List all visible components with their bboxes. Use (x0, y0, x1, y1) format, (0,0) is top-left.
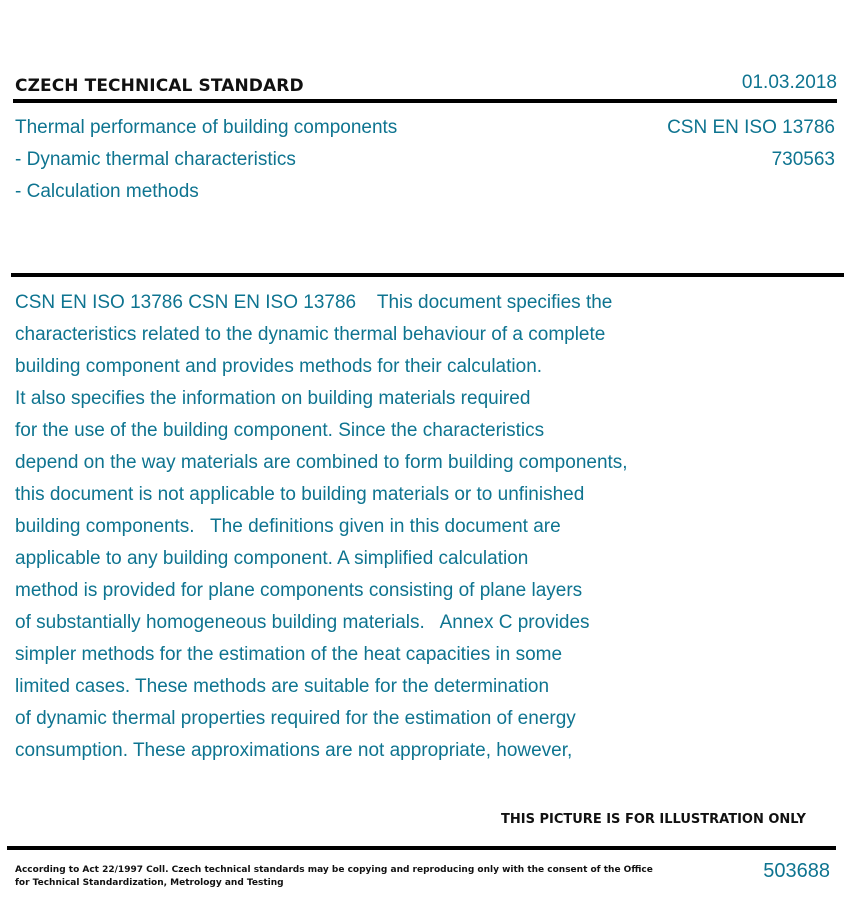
abstract-line: building components. The definitions given in this document are (15, 516, 561, 537)
abstract-line: CSN EN ISO 13786 CSN EN ISO 13786 This document specifies the (15, 292, 613, 313)
legal-notice (15, 864, 653, 890)
standard-number: CSN EN ISO 13786 (667, 117, 835, 138)
legal-notice-line-2: for Technical Standardization, Metrology and Testing (15, 878, 284, 888)
abstract-line: limited cases. These methods are suitable for the determination (15, 676, 550, 697)
abstract-line: for the use of the building component. Since the characteristics (15, 420, 545, 441)
legal-notice-line-1: According to Act 22/1997 Coll. Czech technical standards may be copying and reproducing only with the consent of the Office (15, 865, 653, 875)
abstract-line: depend on the way materials are combined to form building components, (15, 452, 628, 473)
abstract-line: of substantially homogeneous building materials. Annex C provides (15, 612, 590, 633)
abstract-line: applicable to any building component. A simplified calculation (15, 548, 529, 569)
document-id: 503688 (763, 860, 830, 882)
abstract-line: method is provided for plane components consisting of plane layers (15, 580, 583, 601)
footer-divider (7, 846, 836, 850)
abstract-line: consumption. These approximations are not appropriate, however, (15, 740, 573, 761)
classification-number: 730563 (771, 149, 835, 170)
title-divider (11, 273, 844, 277)
title-line-2: - Dynamic thermal characteristics (15, 149, 296, 170)
abstract-line: characteristics related to the dynamic thermal behaviour of a complete (15, 324, 606, 345)
abstract-line: simpler methods for the estimation of the heat capacities in some (15, 644, 563, 665)
abstract-text (15, 287, 735, 767)
publication-date: 01.03.2018 (741, 72, 837, 93)
abstract-line: It also specifies the information on building materials required (15, 388, 531, 409)
abstract-line: this document is not applicable to building materials or to unfinished (15, 484, 585, 505)
header-divider (13, 99, 837, 103)
abstract-line: of dynamic thermal properties required for the estimation of energy (15, 708, 576, 729)
title-line-1: Thermal performance of building components (15, 117, 398, 138)
title-line-3: - Calculation methods (15, 181, 199, 202)
standard-type-label: CZECH TECHNICAL STANDARD (15, 76, 304, 96)
abstract-line: building component and provides methods for their calculation. (15, 356, 543, 377)
illustration-disclaimer: THIS PICTURE IS FOR ILLUSTRATION ONLY (501, 812, 806, 827)
